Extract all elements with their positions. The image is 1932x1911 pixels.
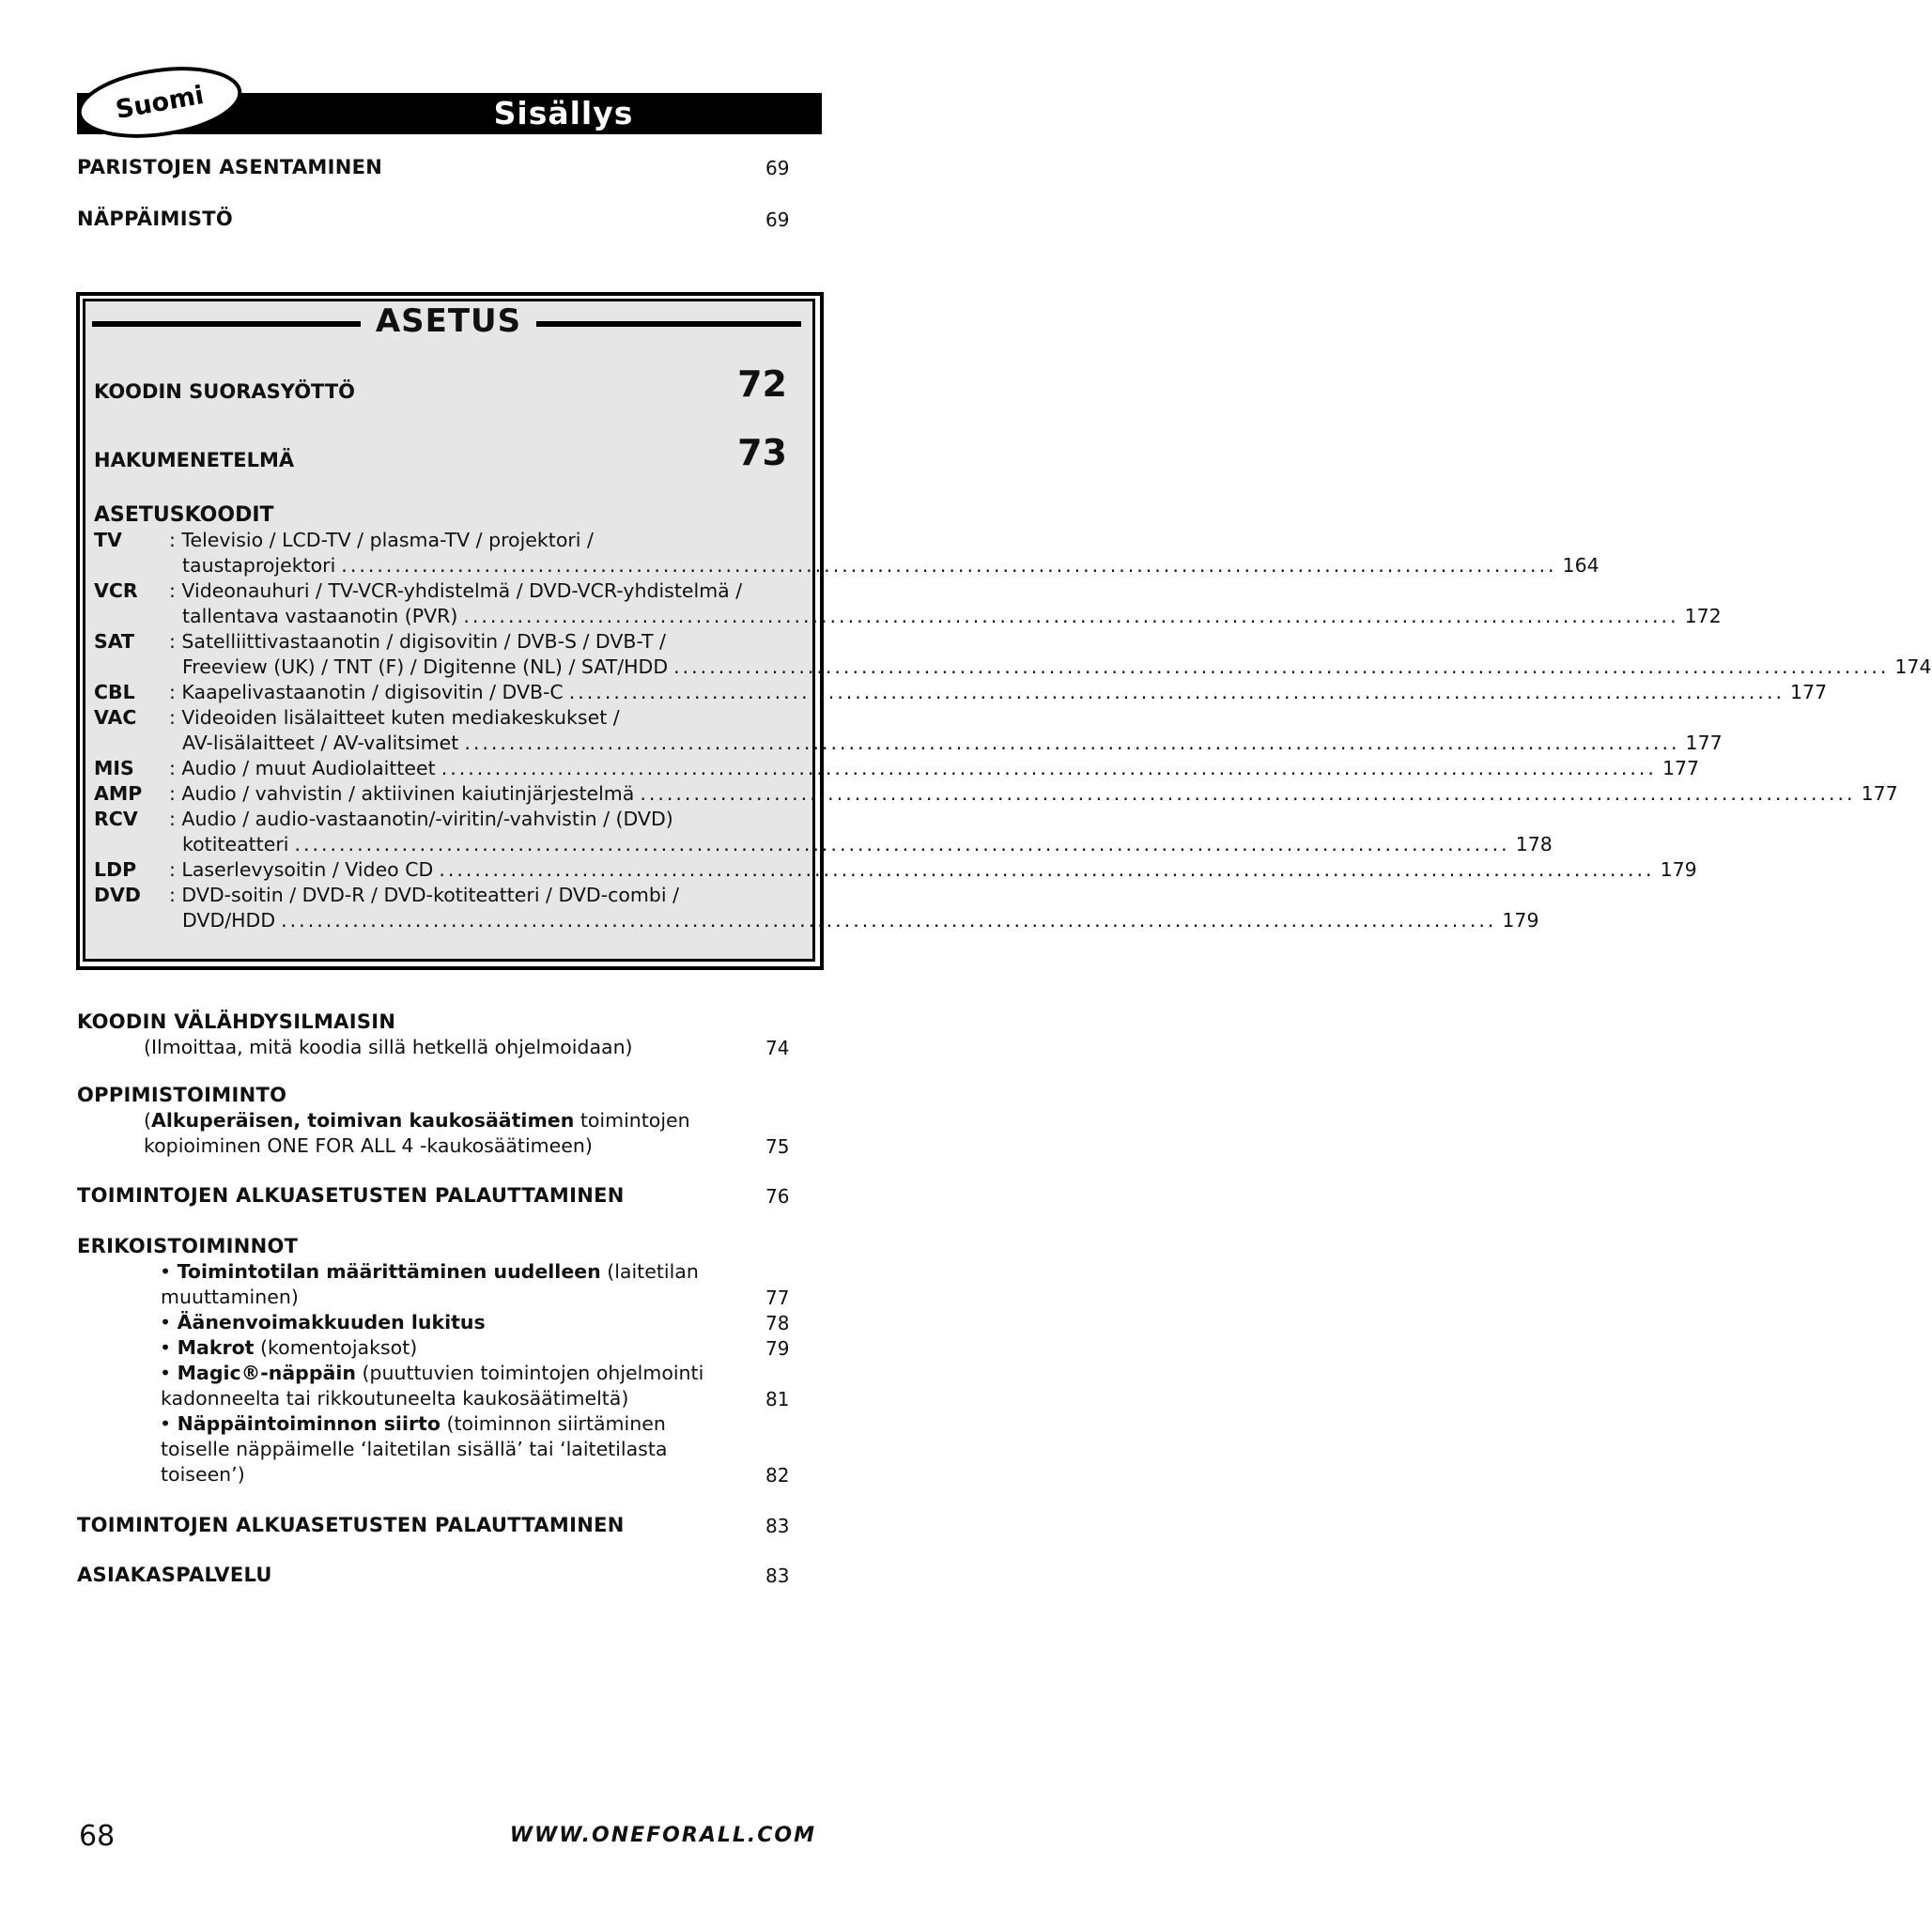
code-key: DVD xyxy=(94,884,141,906)
code-desc: : Satelliittivastaanotin / digisovitin / DVB-S / DVB-T / xyxy=(169,630,666,653)
code-desc: : Audio / vahvistin / aktiivinen kaiutinjärjestelmä xyxy=(169,782,635,805)
code-key: LDP xyxy=(94,858,137,881)
entry-direct-code-page: 72 xyxy=(737,363,787,405)
setup-title: ASETUS xyxy=(375,302,522,340)
title-rule-right xyxy=(536,321,801,327)
toc-special-item-cont: muuttaminen) xyxy=(161,1286,299,1308)
toc-page-batteries: 69 xyxy=(765,157,790,179)
code-desc: : Videoiden lisälaitteet kuten mediakeskukset / xyxy=(169,706,620,729)
code-row-vac-cont: AV-lisälaitteet / AV-valitsimet ........................................................................................................................................ 177 xyxy=(182,732,1723,754)
toc-desc-learning-cont: kopioiminen ONE FOR ALL 4 -kaukosäätimeen) xyxy=(144,1134,593,1157)
code-page: 177 xyxy=(1685,732,1723,754)
code-row-cbl: CBL : Kaapelivastaanotin / digisovitin / DVB-C ........................................................................................................................................ 177 xyxy=(94,681,1828,703)
code-page: 177 xyxy=(1861,782,1898,805)
language-badge xyxy=(75,66,244,139)
code-desc: : Laserlevysoitin / Video CD xyxy=(169,858,434,881)
code-key: TV xyxy=(94,529,122,551)
setup-codes-title: ASETUSKOODIT xyxy=(94,503,274,527)
code-row-sat xyxy=(94,629,796,655)
code-desc: DVD/HDD xyxy=(182,909,276,932)
code-key: RCV xyxy=(94,808,138,830)
entry-direct-code: KOODIN SUORASYÖTTÖ xyxy=(94,380,356,403)
toc-desc-code-blink: (Ilmoittaa, mitä koodia sillä hetkellä ohjelmoidaan) xyxy=(144,1036,633,1058)
code-row-vcr-cont: tallentava vastaanotin (PVR) ........................................................................................................................................ 172 xyxy=(182,605,1722,627)
code-page: 178 xyxy=(1515,833,1553,855)
toc-entry-reset: TOIMINTOJEN ALKUASETUSTEN PALAUTTAMINEN xyxy=(77,1184,625,1207)
toc-page-learning: 75 xyxy=(765,1135,790,1158)
code-page: 172 xyxy=(1684,605,1722,627)
page-title: Sisällys xyxy=(493,95,634,131)
toc-page-code-blink: 74 xyxy=(765,1037,790,1059)
entry-search-method-page: 73 xyxy=(737,432,787,473)
toc-entry-reset-2: TOIMINTOJEN ALKUASETUSTEN PALAUTTAMINEN xyxy=(77,1514,625,1536)
toc-special-page: 79 xyxy=(765,1337,790,1360)
toc-entry-code-blink: KOODIN VÄLÄHDYSILMAISIN xyxy=(77,1010,396,1033)
code-page: 174 xyxy=(1894,655,1932,678)
toc-desc-learning: (Alkuperäisen, toimivan kaukosäätimen toimintojen xyxy=(144,1109,690,1132)
code-page: 179 xyxy=(1660,858,1697,881)
toc-special-item-cont: kadonneelta tai rikkoutuneelta kaukosäätimeltä) xyxy=(161,1387,629,1410)
toc-special-page: 82 xyxy=(765,1464,790,1487)
code-row-vcr xyxy=(94,578,796,604)
code-key: SAT xyxy=(94,630,135,653)
code-row-mis: MIS : Audio / muut Audiolaitteet ........................................................................................................................................ 177 xyxy=(94,757,1700,779)
code-desc: : Audio / audio-vastaanotin/-viritin/-vahvistin / (DVD) xyxy=(169,808,673,830)
toc-special-item: • Makrot (komentojaksot) xyxy=(160,1336,418,1359)
code-desc: taustaprojektori xyxy=(182,554,336,577)
toc-page-keypad: 69 xyxy=(765,208,790,231)
code-desc: kotiteatteri xyxy=(182,833,289,855)
code-page: 179 xyxy=(1502,909,1539,932)
toc-page-reset-2: 83 xyxy=(765,1515,790,1537)
code-row-rcv-cont: kotiteatteri ........................................................................................................................................ 178 xyxy=(182,833,1553,855)
code-page: 177 xyxy=(1662,757,1700,779)
code-row-dvd xyxy=(94,883,796,908)
toc-entry-special: ERIKOISTOIMINNOT xyxy=(77,1235,299,1257)
page-number: 68 xyxy=(79,1820,116,1853)
code-page: 164 xyxy=(1562,554,1600,577)
toc-page-support: 83 xyxy=(765,1564,790,1587)
code-key: VAC xyxy=(94,706,137,729)
code-desc: : Videonauhuri / TV-VCR-yhdistelmä / DVD-VCR-yhdistelmä / xyxy=(169,579,743,602)
toc-entry-keypad: NÄPPÄIMISTÖ xyxy=(77,208,234,230)
toc-special-item-cont: toiselle näppäimelle ‘laitetilan sisällä’ tai ‘laitetilasta xyxy=(161,1438,668,1460)
language-label: Suomi xyxy=(113,81,207,125)
code-row-tv-cont: taustaprojektori ........................................................................................................................................ 164 xyxy=(182,554,1600,577)
code-key: VCR xyxy=(94,579,138,602)
toc-special-page: 81 xyxy=(765,1388,790,1410)
toc-special-page: 78 xyxy=(765,1312,790,1334)
code-row-amp: AMP : Audio / vahvistin / aktiivinen kaiutinjärjestelmä ........................................................................................................................................ 177 xyxy=(94,782,1898,805)
code-row-tv xyxy=(94,528,796,553)
code-page: 177 xyxy=(1789,681,1828,703)
toc-page-reset: 76 xyxy=(765,1185,790,1208)
code-row-rcv xyxy=(94,807,796,832)
toc-entry-batteries: PARISTOJEN ASENTAMINEN xyxy=(77,156,383,178)
toc-special-item: • Toimintotilan määrittäminen uudelleen (laitetilan xyxy=(160,1260,699,1283)
entry-search-method: HAKUMENETELMÄ xyxy=(94,449,295,471)
code-desc: : Televisio / LCD-TV / plasma-TV / projektori / xyxy=(169,529,594,551)
toc-special-item: • Magic®-näppäin (puuttuvien toimintojen ohjelmointi xyxy=(160,1362,704,1384)
toc-special-page: 77 xyxy=(765,1287,790,1309)
code-desc: : Audio / muut Audiolaitteet xyxy=(169,757,436,779)
title-rule-left xyxy=(92,321,361,327)
code-row-dvd-cont: DVD/HDD ........................................................................................................................................ 179 xyxy=(182,909,1539,932)
code-row-vac xyxy=(94,705,796,731)
code-key: AMP xyxy=(94,782,143,805)
code-key: MIS xyxy=(94,757,134,779)
toc-special-item: • Äänenvoimakkuuden lukitus xyxy=(160,1311,486,1333)
code-row-sat-cont: Freeview (UK) / TNT (F) / Digitenne (NL) / SAT/HDD ........................................................................................................................................ 174 xyxy=(182,655,1932,678)
code-key: CBL xyxy=(94,681,135,703)
toc-entry-support: ASIAKASPALVELU xyxy=(77,1564,272,1586)
code-desc: : Kaapelivastaanotin / digisovitin / DVB-C xyxy=(169,681,564,703)
website-url: WWW.ONEFORALL.COM xyxy=(509,1824,816,1847)
toc-entry-learning: OPPIMISTOIMINTO xyxy=(77,1084,287,1106)
toc-special-item: • Näppäintoiminnon siirto (toiminnon siirtäminen xyxy=(160,1412,666,1435)
code-desc: : DVD-soitin / DVD-R / DVD-kotiteatteri / DVD-combi / xyxy=(169,884,680,906)
toc-special-item-cont: toiseen’) xyxy=(161,1463,245,1486)
code-desc: AV-lisälaitteet / AV-valitsimet xyxy=(182,732,459,754)
code-desc: tallentava vastaanotin (PVR) xyxy=(182,605,458,627)
code-desc: Freeview (UK) / TNT (F) / Digitenne (NL) / SAT/HDD xyxy=(182,655,669,678)
code-row-ldp: LDP : Laserlevysoitin / Video CD ........................................................................................................................................ 179 xyxy=(94,858,1697,881)
